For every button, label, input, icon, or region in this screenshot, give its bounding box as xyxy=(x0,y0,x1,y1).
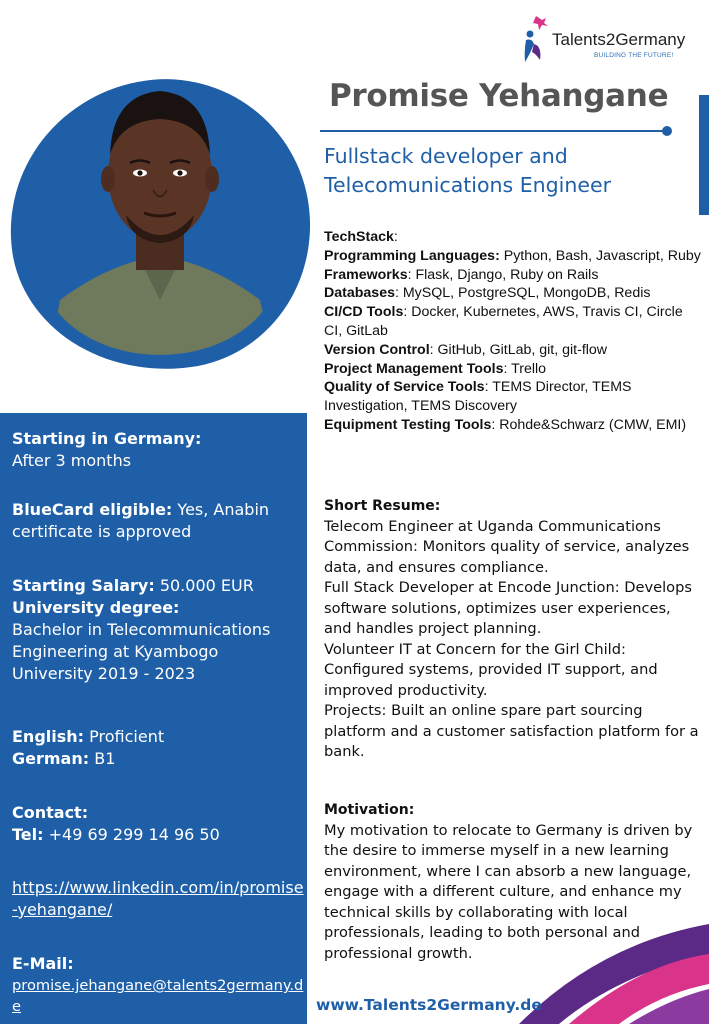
candidate-role xyxy=(324,142,704,200)
resume-heading: Short Resume: xyxy=(324,498,441,514)
techstack-item-label: Databases xyxy=(324,285,395,302)
techstack-item-value: : GitHub, GitLab, git, git-flow xyxy=(429,341,608,358)
bluecard-info xyxy=(12,499,304,543)
techstack-item-value: : TEMS Director, TEMS Investigation, TEMS Discovery xyxy=(324,379,632,415)
bluecard-label: BlueCard eligible: xyxy=(12,500,173,519)
techstack-section xyxy=(324,228,704,435)
techstack-item-label: Programming Languages: xyxy=(324,247,500,264)
motivation-heading: Motivation: xyxy=(324,802,415,818)
techstack-item xyxy=(324,378,704,416)
techstack-item-label: Equipment Testing Tools xyxy=(324,416,492,433)
techstack-heading-colon: : xyxy=(393,229,398,245)
tel-value: +49 69 299 14 96 50 xyxy=(43,825,220,844)
techstack-item xyxy=(324,303,704,341)
degree-label: University degree: xyxy=(12,598,180,617)
techstack-item-label: Version Control xyxy=(324,341,430,358)
techstack-item-label: Frameworks xyxy=(324,266,408,283)
resume-section xyxy=(324,496,699,763)
profile-photo xyxy=(40,55,280,355)
sidebar-panel xyxy=(0,413,307,1024)
salary-value: 50.000 EUR xyxy=(154,576,254,595)
resume-paragraph: Telecom Engineer at Uganda Communications Commission: Monitors quality of service, analyzes data, and ensures compliance. xyxy=(324,517,690,576)
candidate-name: Promise Yehangane xyxy=(329,78,669,114)
start-label: Starting in Germany: xyxy=(12,429,202,448)
techstack-item xyxy=(324,266,704,285)
techstack-heading-label: TechStack xyxy=(324,229,394,245)
techstack-item-value: Python, Bash, Javascript, Ruby xyxy=(499,247,701,264)
company-logo xyxy=(522,8,697,68)
resume-paragraph: Projects: Built an online spare part sourcing platform and a customer satisfaction platform for a bank. xyxy=(324,702,699,760)
contact-info xyxy=(12,802,304,846)
resume-paragraph: Full Stack Developer at Encode Junction: Develops software solutions, optimizes user experiences, and handles project planning. xyxy=(324,579,692,637)
techstack-item-value: : Rohde&Schwarz (CMW, EMI) xyxy=(491,416,687,433)
english-value: Proficient xyxy=(84,727,165,746)
email-label: E-Mail: xyxy=(12,954,74,973)
contact-label: Contact: xyxy=(12,803,89,822)
techstack-item-value: : MySQL, PostgreSQL, MongoDB, Redis xyxy=(394,285,651,302)
salary-label: Starting Salary: xyxy=(12,576,155,595)
techstack-item-value: : Trello xyxy=(503,360,547,377)
techstack-item xyxy=(324,360,704,379)
tel-label: Tel: xyxy=(12,825,44,844)
linkedin-block xyxy=(12,877,304,921)
techstack-item xyxy=(324,341,704,360)
german-label: German: xyxy=(12,749,90,768)
techstack-item-value: : Docker, Kubernetes, AWS, Travis CI, Circle CI, GitLab xyxy=(324,304,683,339)
techstack-item xyxy=(324,247,704,266)
techstack-heading xyxy=(324,228,704,247)
salary-degree-info xyxy=(12,575,304,685)
techstack-item-label: CI/CD Tools xyxy=(324,304,404,321)
email-block xyxy=(12,953,304,1017)
techstack-item-value: : Flask, Django, Ruby on Rails xyxy=(407,266,599,283)
english-label: English: xyxy=(12,727,85,746)
role-line-2: Telecomunications Engineer xyxy=(324,173,612,197)
email-link[interactable]: promise.jehangane@talents2germany.de xyxy=(12,977,304,1015)
start-info xyxy=(12,428,304,472)
website-link[interactable]: www.Talents2Germany.de xyxy=(316,996,542,1014)
language-info xyxy=(12,726,304,770)
degree-value: Bachelor in Telecommunications Engineering at Kyambogo University 2019 - 2023 xyxy=(12,620,271,683)
linkedin-link[interactable]: https://www.linkedin.com/in/promise-yehangane/ xyxy=(12,878,304,919)
techstack-item-label: Quality of Service Tools xyxy=(324,379,485,396)
title-divider-dot xyxy=(662,126,672,136)
techstack-item xyxy=(324,284,704,303)
german-value: B1 xyxy=(89,749,116,768)
title-divider xyxy=(320,130,665,132)
role-line-1: Fullstack developer and xyxy=(324,144,568,168)
bluecard-value: Yes, Anabin certificate is approved xyxy=(12,500,270,541)
resume-paragraph: Volunteer IT at Concern for the Girl Child: Configured systems, provided IT support, and improved productivity. xyxy=(324,640,658,699)
start-value: After 3 months xyxy=(12,451,132,470)
motivation-text: My motivation to relocate to Germany is driven by the desire to immerse myself in a new learning environment, where I can absorb a new language, engage with a different culture, and enhance my technical skills by collaborating with local professionals, leading to both personal and professional growth. xyxy=(324,821,693,962)
plane-person-icon xyxy=(522,14,548,64)
logo-tagline: BUILDING THE FUTURE! xyxy=(594,52,674,59)
techstack-item xyxy=(324,416,704,435)
logo-name: Talents2Germany xyxy=(552,30,686,49)
techstack-item-label: Project Management Tools xyxy=(324,360,504,377)
